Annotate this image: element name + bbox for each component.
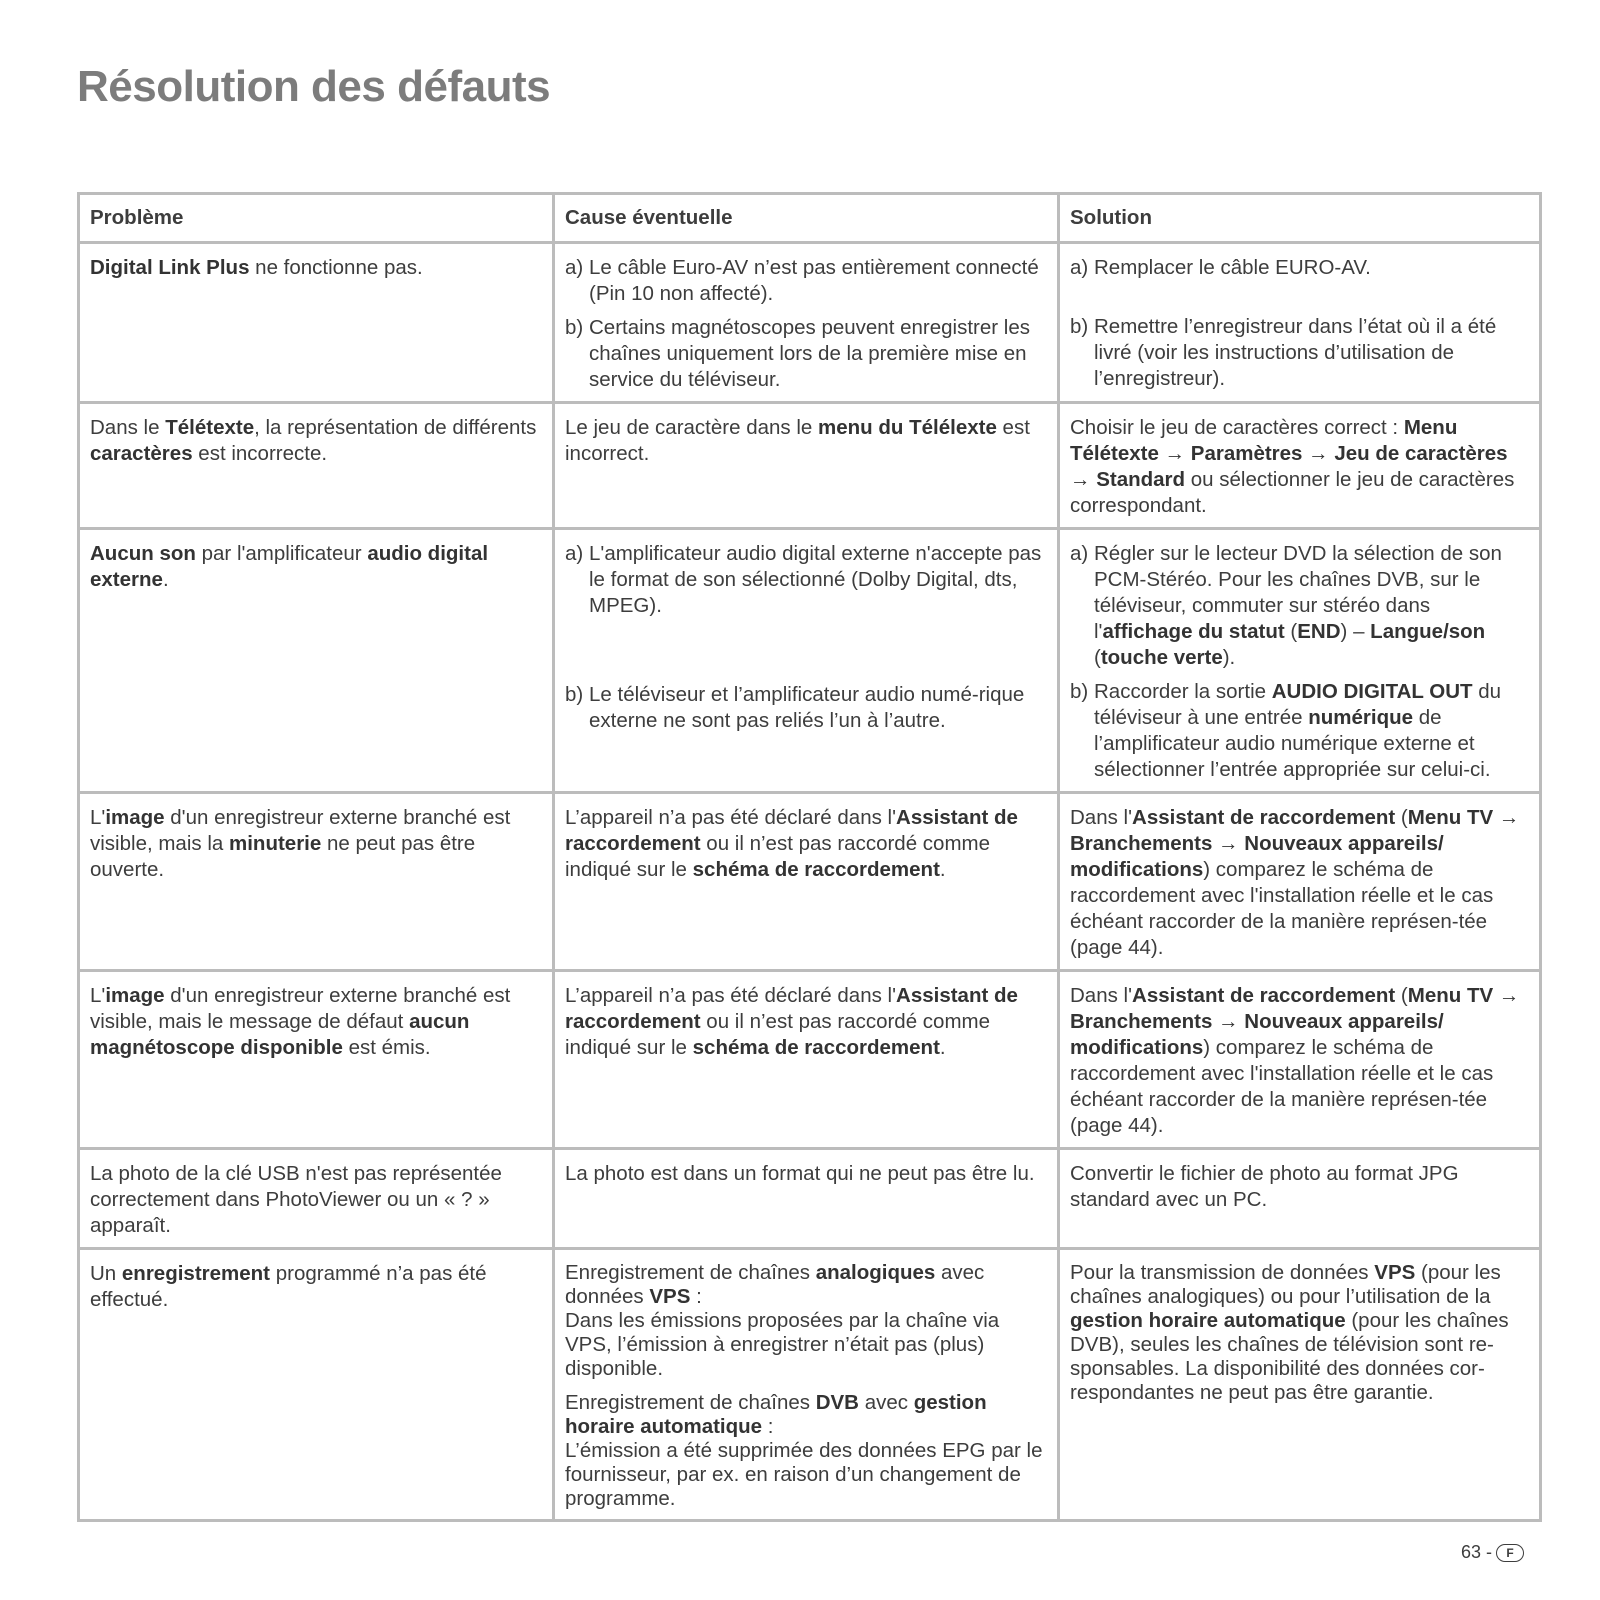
solution-item bbox=[1070, 314, 1529, 392]
problem-cell: L'image d'un enregistreur externe branché est visible, mais la minuterie ne peut pas être ouverte. bbox=[79, 793, 554, 971]
header-cause: Cause éventuelle bbox=[554, 194, 1059, 243]
header-problem: Problème bbox=[79, 194, 554, 243]
cause-paragraph: Enregistrement de chaînes analogiques avec données VPS : Dans les émissions proposées par la chaîne via VPS, l’émission à enregistrer n’était pas (plus) disponible. bbox=[565, 1261, 1000, 1380]
problem-cell: L'image d'un enregistreur externe branché est visible, mais le message de défaut aucun magnétoscope disponible est émis. bbox=[79, 971, 554, 1149]
table-row bbox=[79, 1149, 1541, 1249]
table-row bbox=[79, 1249, 1541, 1521]
table-row bbox=[79, 243, 1541, 403]
item-label: b) bbox=[1070, 315, 1089, 338]
cause-cell: Le jeu de caractère dans le menu du Télélexte est incorrect. bbox=[554, 403, 1059, 529]
item-text: Certains magnétoscopes peuvent enregistrer les chaînes uniquement lors de la première mise en service du téléviseur. bbox=[589, 316, 1030, 391]
solution-cell: Pour la transmission de données VPS (pour les chaînes analogiques) ou pour l’utilisation de la gestion horaire automatique (pour les chaînes DVB), seules les chaînes de télévision sont re-sponsables. La disponibilité des données cor-respondantes ne peut pas être garantie. bbox=[1059, 1249, 1541, 1521]
table-header-row bbox=[79, 194, 1541, 243]
page-number: 63 - bbox=[1460, 1542, 1492, 1562]
solution-cell: Dans l'Assistant de raccordement (Menu TV → Branchements → Nouveaux appareils/ modifications) comparez le schéma de raccordement avec l'installation réelle et le cas échéant raccorder de la manière représen-tée (page 44). bbox=[1059, 971, 1541, 1149]
cause-item bbox=[565, 255, 1047, 307]
troubleshooting-table bbox=[77, 192, 1542, 1522]
problem-cell: Dans le Télétexte, la représentation de différents caractères est incorrecte. bbox=[79, 403, 554, 529]
table-row bbox=[79, 971, 1541, 1149]
solution-cell bbox=[1059, 529, 1541, 793]
item-label: a) bbox=[565, 256, 584, 279]
item-label: a) bbox=[565, 542, 584, 565]
page-title: Résolution des défauts bbox=[77, 62, 551, 111]
table-row bbox=[79, 793, 1541, 971]
cause-item bbox=[565, 315, 1047, 393]
item-text: Remplacer le câble EURO-AV. bbox=[1094, 256, 1371, 279]
item-text: Le câble Euro-AV n’est pas entièrement connecté (Pin 10 non affecté). bbox=[589, 256, 1039, 305]
problem-cell: Digital Link Plus ne fonctionne pas. bbox=[79, 243, 554, 403]
solution-item bbox=[1070, 255, 1529, 281]
item-text: L'amplificateur audio digital externe n'accepte pas le format de son sélectionné (Dolby Digital, dts, MPEG). bbox=[589, 542, 1042, 617]
cause-cell bbox=[554, 529, 1059, 793]
page-footer bbox=[1461, 1542, 1524, 1563]
problem-cell: Aucun son par l'amplificateur audio digital externe. bbox=[79, 529, 554, 793]
solution-cell: Convertir le fichier de photo au format JPG standard avec un PC. bbox=[1059, 1149, 1541, 1249]
item-label: a) bbox=[1070, 256, 1089, 279]
item-label: b) bbox=[565, 683, 584, 706]
problem-cell: La photo de la clé USB n'est pas représentée correctement dans PhotoViewer ou un « ? » apparaît. bbox=[79, 1149, 554, 1249]
item-text: Raccorder la sortie AUDIO DIGITAL OUT du téléviseur à une entrée numérique de l’amplificateur audio numérique externe et sélectionner l’entrée appropriée sur celui-ci. bbox=[1094, 680, 1502, 781]
solution-cell bbox=[1059, 243, 1541, 403]
item-label: b) bbox=[565, 316, 584, 339]
solution-cell: Choisir le jeu de caractères correct : Menu Télétexte → Paramètres → Jeu de caractères → Standard ou sélectionner le jeu de caractères correspondant. bbox=[1059, 403, 1541, 529]
cause-cell: L’appareil n’a pas été déclaré dans l'Assistant de raccordement ou il n’est pas raccordé comme indiqué sur le schéma de raccordement. bbox=[554, 971, 1059, 1149]
cause-cell bbox=[554, 1249, 1059, 1521]
cause-item bbox=[565, 541, 1047, 619]
item-text: Le téléviseur et l’amplificateur audio numé-rique externe ne sont pas reliés l’un à l’autre. bbox=[589, 683, 1025, 732]
cause-cell bbox=[554, 243, 1059, 403]
item-text: Remettre l’enregistreur dans l’état où il a été livré (voir les instructions d’utilisation de l’enregistreur). bbox=[1094, 315, 1497, 390]
header-solution: Solution bbox=[1059, 194, 1541, 243]
cause-cell: La photo est dans un format qui ne peut pas être lu. bbox=[554, 1149, 1059, 1249]
item-label: b) bbox=[1070, 680, 1089, 703]
item-label: a) bbox=[1070, 542, 1089, 565]
table-row bbox=[79, 403, 1541, 529]
solution-item bbox=[1070, 679, 1529, 783]
problem-cell: Un enregistrement programmé n’a pas été effectué. bbox=[79, 1249, 554, 1521]
cause-item bbox=[565, 682, 1047, 734]
language-badge: F bbox=[1496, 1544, 1524, 1562]
cause-cell: L’appareil n’a pas été déclaré dans l'Assistant de raccordement ou il n’est pas raccordé comme indiqué sur le schéma de raccordement. bbox=[554, 793, 1059, 971]
table-row bbox=[79, 529, 1541, 793]
item-text: Régler sur le lecteur DVD la sélection de son PCM-Stéréo. Pour les chaînes DVB, sur le téléviseur, commuter sur stéréo dans l'affichage du statut (END) – Langue/son (touche verte). bbox=[1094, 542, 1502, 669]
solution-item bbox=[1070, 541, 1529, 671]
cause-paragraph: Enregistrement de chaînes DVB avec gestion horaire automatique : L’émission a été supprimée des données EPG par le fournisseur, par ex. en raison d’un changement de programme. bbox=[565, 1391, 1043, 1510]
solution-cell: Dans l'Assistant de raccordement (Menu TV → Branchements → Nouveaux appareils/ modifications) comparez le schéma de raccordement avec l'installation réelle et le cas échéant raccorder de la manière représen-tée (page 44). bbox=[1059, 793, 1541, 971]
